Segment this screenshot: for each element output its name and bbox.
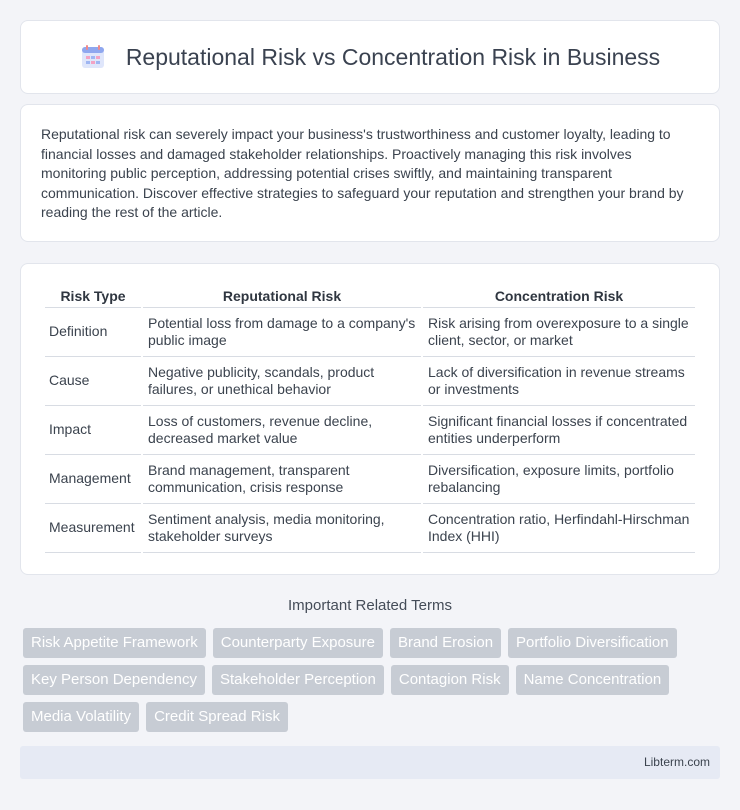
footer [20, 746, 720, 779]
related-term-tag[interactable]: Contagion Risk [391, 665, 509, 695]
table-row [45, 406, 695, 455]
concentration-cell: Concentration ratio, Herfindahl-Hirschman Index (HHI) [423, 504, 695, 553]
row-label: Management [45, 455, 141, 504]
header-risk-type: Risk Type [45, 284, 141, 308]
intro-card [20, 104, 720, 242]
header-card [20, 20, 720, 94]
related-term-tag[interactable]: Brand Erosion [390, 628, 501, 658]
row-label: Cause [45, 357, 141, 406]
table-row [45, 308, 695, 357]
concentration-cell: Risk arising from overexposure to a single client, sector, or market [423, 308, 695, 357]
intro-text: Reputational risk can severely impact your business's trustworthiness and customer loyalty, leading to financial losses and damaged stakeholder relationships. Proactively managing this risk involves monitoring public perception, addressing potential crises swiftly, and maintaining transparent communication. Discover effective strategies to safeguard your reputation and strengthen your brand by reading the rest of the article. [41, 126, 684, 221]
related-term-tag[interactable]: Media Volatility [23, 702, 139, 732]
page-title: Reputational Risk vs Concentration Risk in Business [125, 43, 661, 70]
table-row [45, 504, 695, 553]
reputational-cell: Potential loss from damage to a company's public image [143, 308, 421, 357]
related-term-tag[interactable]: Key Person Dependency [23, 665, 205, 695]
related-term-tag[interactable]: Stakeholder Perception [212, 665, 384, 695]
row-label: Measurement [45, 504, 141, 553]
reputational-cell: Negative publicity, scandals, product failures, or unethical behavior [143, 357, 421, 406]
row-label: Definition [45, 308, 141, 357]
related-term-tag[interactable]: Credit Spread Risk [146, 702, 288, 732]
row-label: Impact [45, 406, 141, 455]
comparison-table-card [20, 263, 720, 575]
related-terms-list [23, 628, 723, 739]
concentration-cell: Diversification, exposure limits, portfolio rebalancing [423, 455, 695, 504]
reputational-cell: Loss of customers, revenue decline, decreased market value [143, 406, 421, 455]
concentration-cell: Lack of diversification in revenue streams or investments [423, 357, 695, 406]
header-concentration-risk: Concentration Risk [423, 284, 695, 308]
reputational-cell: Sentiment analysis, media monitoring, stakeholder surveys [143, 504, 421, 553]
comparison-table [43, 284, 697, 553]
table-row [45, 455, 695, 504]
table-row [45, 357, 695, 406]
related-term-tag[interactable]: Counterparty Exposure [213, 628, 383, 658]
table-header-row [45, 284, 695, 308]
related-term-tag[interactable]: Portfolio Diversification [508, 628, 677, 658]
related-term-tag[interactable]: Name Concentration [516, 665, 670, 695]
related-terms-title: Important Related Terms [288, 597, 452, 614]
related-term-tag[interactable]: Risk Appetite Framework [23, 628, 206, 658]
header-reputational-risk: Reputational Risk [143, 284, 421, 308]
reputational-cell: Brand management, transparent communication, crisis response [143, 455, 421, 504]
footer-site-link[interactable]: Libterm.com [643, 755, 710, 769]
calendar-grid-icon [80, 44, 106, 70]
concentration-cell: Significant financial losses if concentrated entities underperform [423, 406, 695, 455]
